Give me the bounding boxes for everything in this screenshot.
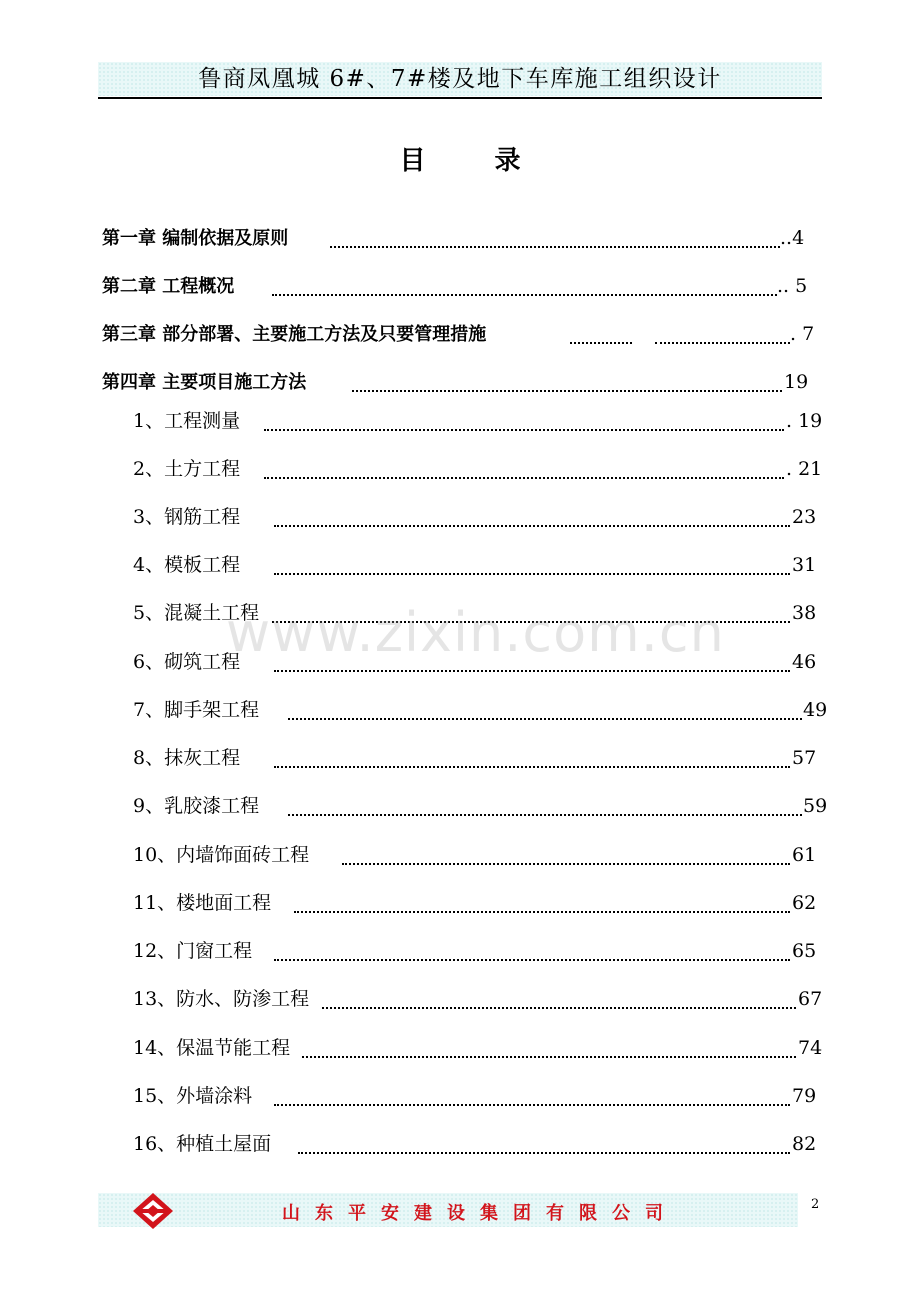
toc-leader: [302, 1056, 796, 1058]
toc-item-6[interactable]: [133, 649, 246, 675]
toc-item-label: 7、脚手架工程: [133, 699, 260, 721]
toc-item-label: 4、模板工程: [133, 554, 241, 576]
toc-item-1[interactable]: [133, 408, 246, 434]
document-header-title: 鲁商凤凰城 6#、7#楼及地下车库施工组织设计: [198, 66, 722, 92]
toc-leader: [288, 814, 802, 816]
toc-item-page: 62: [792, 892, 817, 914]
toc-chapter-1[interactable]: [102, 225, 294, 252]
toc-chapter-page: . 7: [790, 323, 815, 345]
footer-company-name: 山东平安建设集团有限公司: [282, 1203, 678, 1224]
toc-chapter-page: 19: [784, 371, 809, 393]
toc-item-label: 12、门窗工程: [133, 940, 253, 962]
toc-item-5[interactable]: [133, 600, 265, 626]
toc-leader: [288, 718, 802, 720]
toc-title: 目 录: [399, 146, 551, 176]
toc-item-13[interactable]: [133, 986, 315, 1012]
toc-chapter-label: 第四章 主要项目施工方法: [102, 372, 307, 393]
toc-item-15[interactable]: [133, 1083, 258, 1109]
page-number: 2: [811, 1197, 820, 1212]
toc-chapter-page: .. 5: [777, 275, 808, 297]
toc-chapter-label: 第一章 编制依据及原则: [102, 228, 289, 249]
toc-leader: [274, 525, 790, 527]
toc-item-7[interactable]: [133, 697, 265, 723]
toc-leader: [264, 477, 784, 479]
toc-item-page: 57: [792, 747, 817, 769]
toc-item-page: 67: [798, 988, 823, 1010]
toc-leader: [298, 1152, 790, 1154]
toc-leader: [274, 670, 790, 672]
toc-item-label: 16、种植土屋面: [133, 1133, 272, 1155]
toc-chapter-3[interactable]: [102, 321, 492, 348]
toc-item-14[interactable]: [133, 1035, 296, 1061]
toc-leader: [274, 1104, 790, 1106]
toc-item-label: 15、外墙涂料: [133, 1085, 253, 1107]
toc-item-page: 59: [803, 795, 828, 817]
toc-item-page: 65: [792, 940, 817, 962]
toc-item-8[interactable]: [133, 745, 246, 771]
toc-leader: [655, 342, 790, 344]
toc-item-label: 1、工程测量: [133, 410, 241, 432]
watermark: www.zixin.com.cn: [226, 601, 725, 664]
toc-leader: [274, 573, 790, 575]
toc-leader: [264, 429, 784, 431]
header-rule: [98, 97, 822, 99]
toc-item-page: 61: [792, 844, 817, 866]
toc-chapter-label: 第二章 工程概况: [102, 276, 235, 297]
toc-item-page: 46: [792, 651, 817, 673]
toc-item-page: 79: [792, 1085, 817, 1107]
toc-leader: [322, 1007, 796, 1009]
toc-chapter-label: 第三章 部分部署、主要施工方法及只要管理措施: [102, 324, 487, 345]
company-logo-icon: [132, 1192, 174, 1230]
toc-leader: [352, 390, 782, 392]
toc-item-9[interactable]: [133, 793, 265, 819]
toc-leader: [294, 911, 790, 913]
toc-leader: [570, 342, 632, 344]
toc-item-label: 11、楼地面工程: [133, 892, 272, 914]
toc-leader: [342, 863, 790, 865]
toc-item-11[interactable]: [133, 890, 277, 916]
toc-item-12[interactable]: [133, 938, 258, 964]
toc-chapter-2[interactable]: [102, 273, 240, 300]
toc-item-label: 13、防水、防渗工程: [133, 988, 310, 1010]
toc-item-4[interactable]: [133, 552, 246, 578]
toc-item-page: 82: [792, 1133, 817, 1155]
toc-item-label: 2、土方工程: [133, 458, 241, 480]
toc-leader: [272, 294, 777, 296]
toc-item-page: . 19: [786, 410, 823, 432]
toc-chapter-page: ..4: [780, 227, 805, 249]
toc-item-16[interactable]: [133, 1131, 277, 1157]
toc-item-10[interactable]: [133, 842, 315, 868]
toc-item-label: 6、砌筑工程: [133, 651, 241, 673]
toc-item-page: 23: [792, 506, 817, 528]
toc-leader: [272, 621, 790, 623]
toc-item-page: 31: [792, 554, 817, 576]
toc-leader: [274, 959, 790, 961]
toc-item-label: 3、钢筋工程: [133, 506, 241, 528]
toc-item-page: . 21: [786, 458, 823, 480]
toc-item-3[interactable]: [133, 504, 246, 530]
toc-item-page: 38: [792, 602, 817, 624]
toc-item-label: 8、抹灰工程: [133, 747, 241, 769]
toc-item-page: 49: [803, 699, 828, 721]
toc-leader: [274, 766, 790, 768]
toc-item-2[interactable]: [133, 456, 246, 482]
toc-item-label: 5、混凝土工程: [133, 602, 260, 624]
toc-chapter-4[interactable]: [102, 369, 312, 396]
toc-item-page: 74: [798, 1037, 823, 1059]
toc-leader: [330, 246, 780, 248]
toc-item-label: 10、内墙饰面砖工程: [133, 844, 310, 866]
toc-item-label: 14、保温节能工程: [133, 1037, 291, 1059]
toc-item-label: 9、乳胶漆工程: [133, 795, 260, 817]
